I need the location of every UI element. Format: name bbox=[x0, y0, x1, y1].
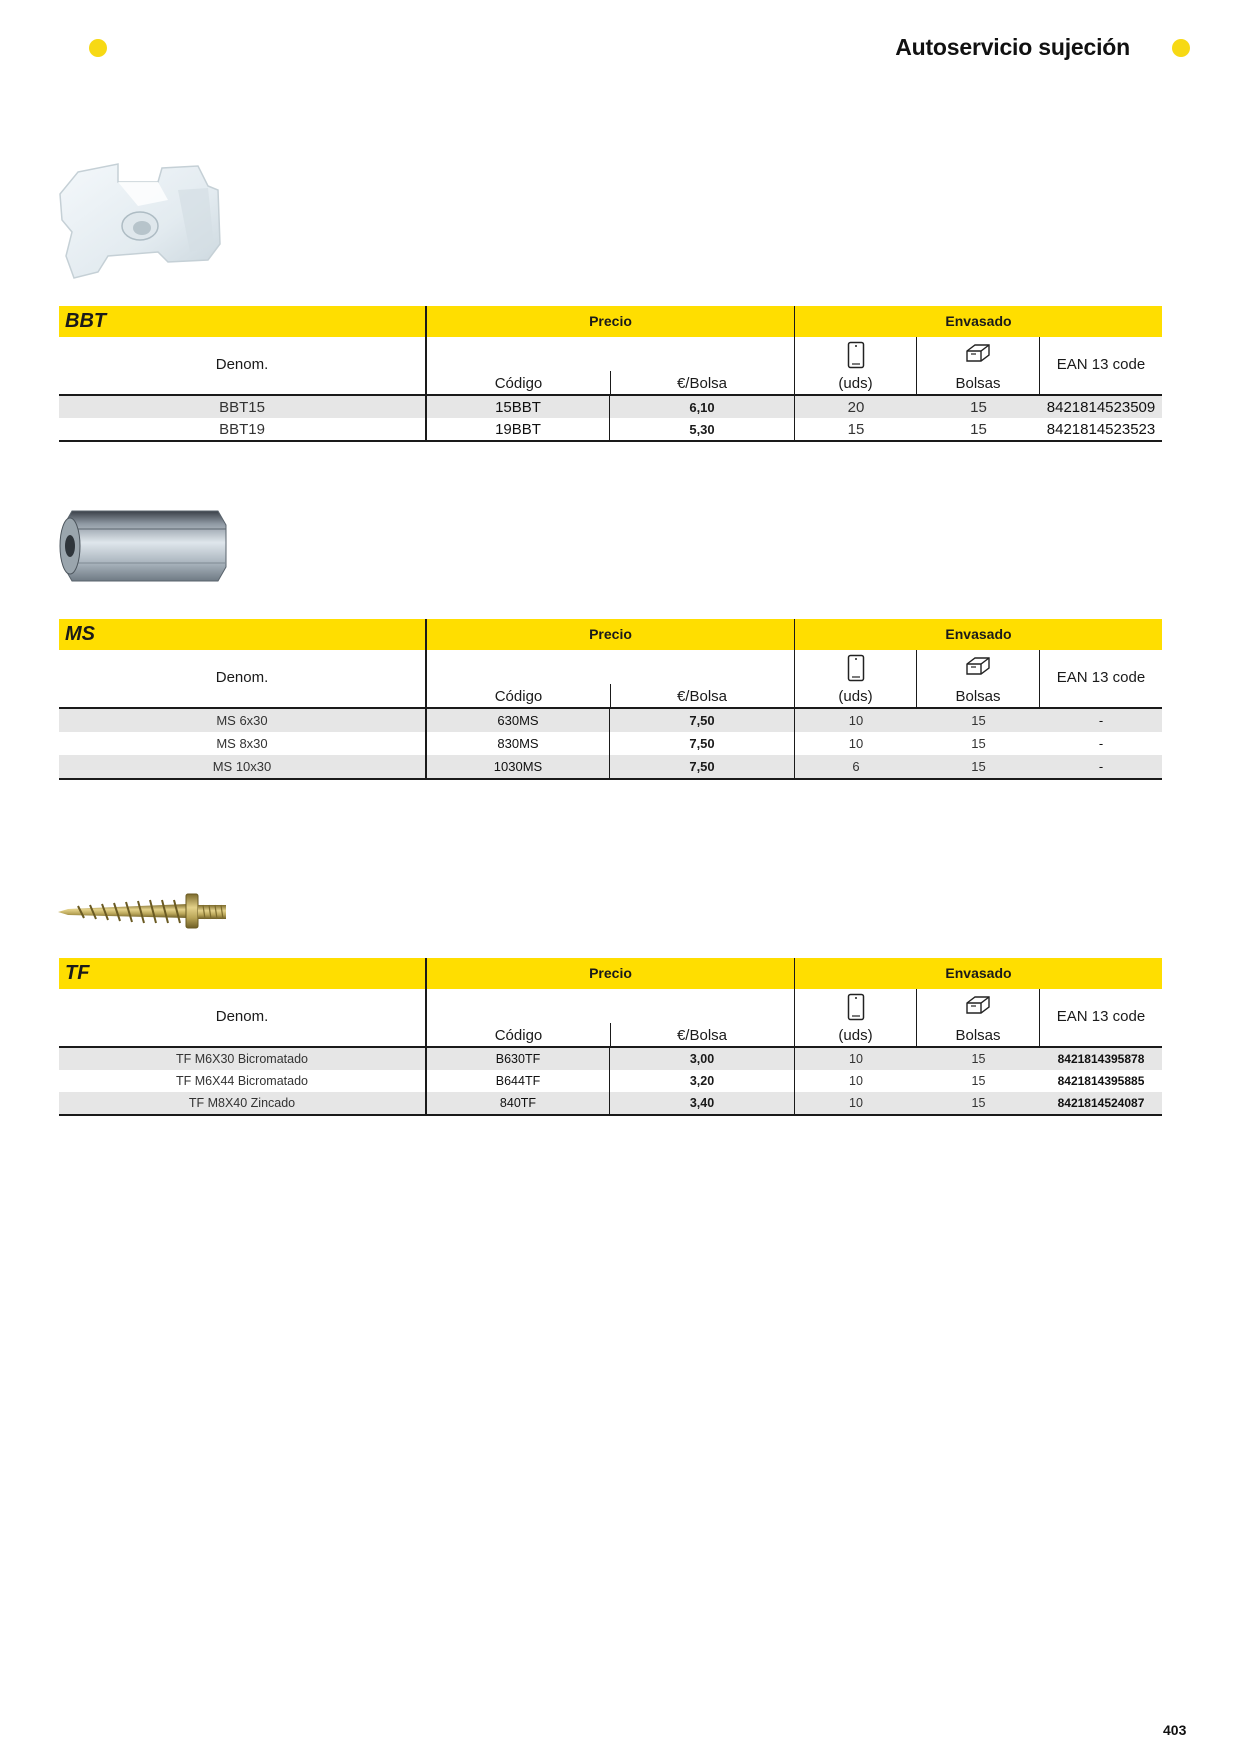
yellow-dot-left bbox=[89, 39, 107, 57]
column-header-row bbox=[59, 989, 1162, 1048]
product-family-name: TF bbox=[59, 958, 427, 989]
col-price-header: €/Bolsa bbox=[610, 337, 795, 394]
col-price-header: €/Bolsa bbox=[610, 989, 795, 1046]
table-header-row bbox=[59, 958, 1162, 989]
column-header-row bbox=[59, 337, 1162, 396]
table-bbt bbox=[59, 306, 1162, 442]
group-price-header: Precio bbox=[427, 958, 795, 989]
group-price-header: Precio bbox=[427, 619, 795, 650]
table-row: MS 6x30 630MS 7,50 10 15 - bbox=[59, 709, 1162, 732]
col-bags-header: Bolsas bbox=[917, 337, 1040, 394]
hex-coupling-nut-image bbox=[58, 505, 230, 587]
group-pack-header: Envasado bbox=[795, 306, 1162, 337]
table-header-row bbox=[59, 619, 1162, 650]
cable-tie-mount-image bbox=[58, 160, 226, 282]
table-row: BBT15 15BBT 6,10 20 15 8421814523509 bbox=[59, 396, 1162, 418]
table-body bbox=[59, 709, 1162, 780]
group-pack-header: Envasado bbox=[795, 958, 1162, 989]
table-body bbox=[59, 1048, 1162, 1116]
bag-box-icon bbox=[964, 993, 992, 1017]
col-code-header: Código bbox=[494, 375, 543, 392]
table-row: MS 8x30 830MS 7,50 10 15 - bbox=[59, 732, 1162, 755]
table-body bbox=[59, 396, 1162, 442]
table-row: MS 10x30 1030MS 7,50 6 15 - bbox=[59, 755, 1162, 778]
page-number: 403 bbox=[1163, 1722, 1187, 1738]
col-bags-header: Bolsas bbox=[917, 989, 1040, 1046]
col-units-header: (uds) bbox=[795, 650, 917, 707]
col-code-header: Código bbox=[494, 688, 543, 705]
group-price-header: Precio bbox=[427, 306, 795, 337]
table-row: BBT19 19BBT 5,30 15 15 8421814523523 bbox=[59, 418, 1162, 440]
product-family-name: MS bbox=[59, 619, 427, 650]
col-bags-header: Bolsas bbox=[917, 650, 1040, 707]
col-denom-header: Denom. bbox=[59, 650, 427, 707]
col-denom-header: Denom. bbox=[59, 989, 427, 1046]
box-phone-icon bbox=[847, 341, 865, 369]
bag-box-icon bbox=[964, 654, 992, 678]
table-row: TF M8X40 Zincado 840TF 3,40 10 15 8421814524087 bbox=[59, 1092, 1162, 1114]
table-ms bbox=[59, 619, 1162, 780]
box-phone-icon bbox=[847, 993, 865, 1021]
column-header-row bbox=[59, 650, 1162, 709]
page-title: Autoservicio sujeción bbox=[895, 34, 1130, 60]
col-code-header: Código bbox=[494, 1027, 543, 1044]
col-price-header: €/Bolsa bbox=[610, 650, 795, 707]
col-ean-header: EAN 13 code bbox=[1056, 356, 1146, 373]
table-row: TF M6X30 Bicromatado B630TF 3,00 10 15 8421814395878 bbox=[59, 1048, 1162, 1070]
table-header-row bbox=[59, 306, 1162, 337]
group-pack-header: Envasado bbox=[795, 619, 1162, 650]
table-tf bbox=[59, 958, 1162, 1116]
hanger-bolt-image bbox=[58, 888, 228, 934]
yellow-dot-right bbox=[1172, 39, 1190, 57]
col-ean-header: EAN 13 code bbox=[1056, 1008, 1146, 1025]
bag-box-icon bbox=[964, 341, 992, 365]
col-denom-header: Denom. bbox=[59, 337, 427, 394]
col-units-header: (uds) bbox=[795, 337, 917, 394]
box-phone-icon bbox=[847, 654, 865, 682]
table-row: TF M6X44 Bicromatado B644TF 3,20 10 15 8421814395885 bbox=[59, 1070, 1162, 1092]
col-ean-header: EAN 13 code bbox=[1056, 669, 1146, 686]
product-family-name: BBT bbox=[59, 306, 427, 337]
col-units-header: (uds) bbox=[795, 989, 917, 1046]
